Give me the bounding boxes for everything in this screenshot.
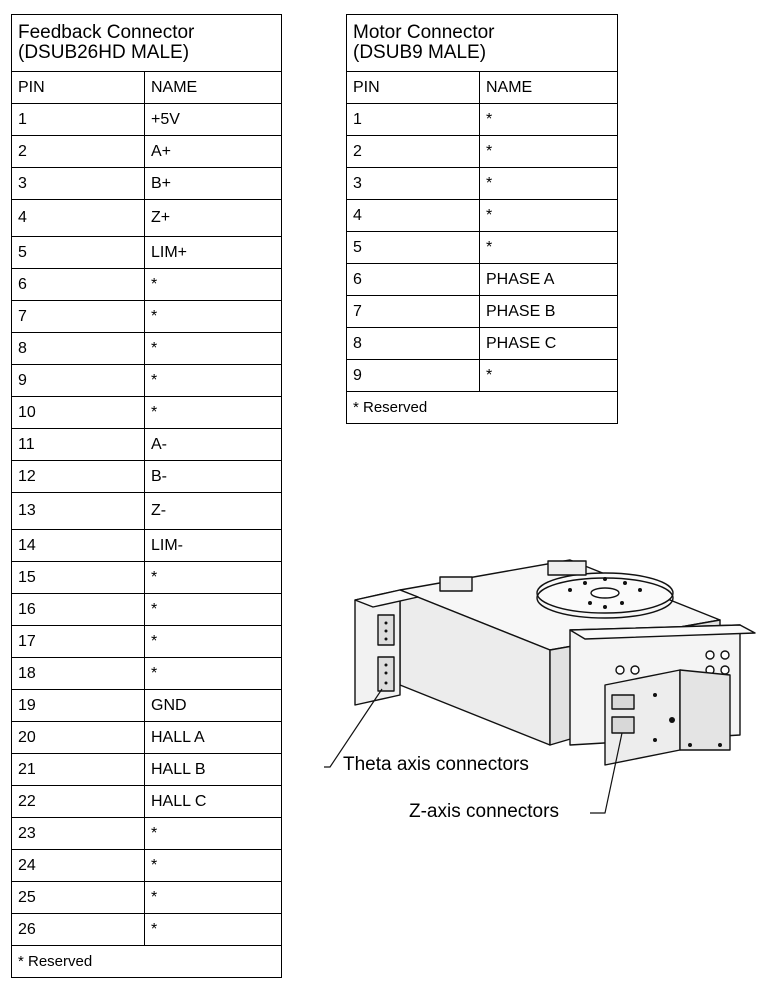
feedback-pin-cell: 23	[12, 818, 145, 850]
motor-name-cell: *	[480, 200, 618, 232]
z-motor-side	[680, 670, 730, 750]
feedback-row	[12, 530, 282, 562]
feedback-name-cell: *	[145, 301, 282, 333]
feedback-name-cell: *	[145, 658, 282, 690]
feedback-pin-cell: 4	[12, 200, 145, 237]
feedback-pin-cell: 21	[12, 754, 145, 786]
z-motor-connector	[612, 695, 634, 709]
motor-row	[347, 296, 618, 328]
motor-row	[347, 360, 618, 392]
feedback-row	[12, 690, 282, 722]
feedback-row	[12, 200, 282, 237]
feedback-name-cell: *	[145, 333, 282, 365]
z-axis-label: Z-axis connectors	[409, 801, 559, 822]
feedback-footnote: * Reserved	[12, 946, 282, 978]
feedback-row	[12, 269, 282, 301]
motor-table-title	[347, 15, 618, 72]
feedback-row	[12, 562, 282, 594]
feedback-name-cell: A-	[145, 429, 282, 461]
feedback-row	[12, 333, 282, 365]
positioning-stage-illustration	[300, 545, 760, 845]
feedback-name-cell: *	[145, 365, 282, 397]
feedback-pin-cell: 19	[12, 690, 145, 722]
motor-pin-cell: 2	[347, 136, 480, 168]
motor-name-cell: PHASE B	[480, 296, 618, 328]
feedback-row	[12, 850, 282, 882]
feedback-name-cell: HALL B	[145, 754, 282, 786]
feedback-connector-table	[11, 14, 282, 978]
feedback-pin-cell: 2	[12, 136, 145, 168]
feedback-pin-cell: 16	[12, 594, 145, 626]
feedback-row	[12, 914, 282, 946]
feedback-pin-cell: 8	[12, 333, 145, 365]
feedback-row	[12, 397, 282, 429]
feedback-row	[12, 136, 282, 168]
theta-axis-label: Theta axis connectors	[343, 754, 529, 775]
feedback-pin-cell: 9	[12, 365, 145, 397]
feedback-row	[12, 493, 282, 530]
feedback-pin-cell: 5	[12, 237, 145, 269]
feedback-row	[12, 104, 282, 136]
feedback-pin-cell: 17	[12, 626, 145, 658]
motor-connector-table	[346, 14, 618, 424]
feedback-row	[12, 461, 282, 493]
feedback-name-cell: *	[145, 626, 282, 658]
top-bracket-left	[440, 577, 472, 591]
motor-row	[347, 264, 618, 296]
motor-row	[347, 104, 618, 136]
motor-pin-cell: 9	[347, 360, 480, 392]
feedback-pin-cell: 26	[12, 914, 145, 946]
feedback-header-name: NAME	[145, 72, 282, 104]
feedback-row	[12, 786, 282, 818]
feedback-name-cell: *	[145, 397, 282, 429]
feedback-name-cell: *	[145, 850, 282, 882]
motor-name-cell: *	[480, 136, 618, 168]
feedback-row	[12, 754, 282, 786]
motor-name-cell: *	[480, 168, 618, 200]
feedback-name-cell: *	[145, 882, 282, 914]
feedback-row	[12, 882, 282, 914]
motor-title-line1: Motor Connector	[353, 22, 495, 43]
feedback-name-cell: B+	[145, 168, 282, 200]
feedback-row	[12, 237, 282, 269]
feedback-name-cell: LIM-	[145, 530, 282, 562]
feedback-pin-cell: 18	[12, 658, 145, 690]
feedback-name-cell: *	[145, 269, 282, 301]
feedback-name-cell: Z-	[145, 493, 282, 530]
z-feedback-connector	[612, 717, 634, 733]
motor-pin-cell: 5	[347, 232, 480, 264]
feedback-pin-cell: 25	[12, 882, 145, 914]
motor-title-line2: (DSUB9 MALE)	[353, 42, 487, 63]
feedback-title-line1: Feedback Connector	[18, 22, 195, 43]
motor-header-pin: PIN	[347, 72, 480, 104]
motor-pin-cell: 7	[347, 296, 480, 328]
feedback-row	[12, 658, 282, 690]
feedback-name-cell: LIM+	[145, 237, 282, 269]
feedback-name-cell: *	[145, 914, 282, 946]
feedback-name-cell: Z+	[145, 200, 282, 237]
feedback-row	[12, 168, 282, 200]
feedback-name-cell: *	[145, 562, 282, 594]
motor-pin-cell: 3	[347, 168, 480, 200]
feedback-pin-cell: 15	[12, 562, 145, 594]
feedback-pin-cell: 7	[12, 301, 145, 333]
feedback-name-cell: +5V	[145, 104, 282, 136]
motor-pin-cell: 1	[347, 104, 480, 136]
feedback-pin-cell: 3	[12, 168, 145, 200]
feedback-row	[12, 818, 282, 850]
feedback-name-cell: *	[145, 818, 282, 850]
motor-pin-cell: 6	[347, 264, 480, 296]
feedback-pin-cell: 13	[12, 493, 145, 530]
motor-name-cell: *	[480, 104, 618, 136]
motor-pin-cell: 8	[347, 328, 480, 360]
feedback-row	[12, 722, 282, 754]
motor-row	[347, 168, 618, 200]
feedback-row	[12, 626, 282, 658]
motor-name-cell: PHASE C	[480, 328, 618, 360]
feedback-name-cell: HALL C	[145, 786, 282, 818]
feedback-title-line2: (DSUB26HD MALE)	[18, 42, 190, 63]
feedback-row	[12, 594, 282, 626]
feedback-pin-cell: 1	[12, 104, 145, 136]
feedback-name-cell: *	[145, 594, 282, 626]
feedback-pin-cell: 12	[12, 461, 145, 493]
feedback-pin-cell: 24	[12, 850, 145, 882]
motor-footnote: * Reserved	[347, 392, 618, 424]
feedback-header-pin: PIN	[12, 72, 145, 104]
feedback-table-title	[12, 15, 282, 72]
feedback-pin-cell: 11	[12, 429, 145, 461]
motor-row	[347, 328, 618, 360]
motor-row	[347, 200, 618, 232]
feedback-name-cell: B-	[145, 461, 282, 493]
top-bracket-right	[548, 561, 586, 575]
feedback-name-cell: A+	[145, 136, 282, 168]
motor-name-cell: *	[480, 232, 618, 264]
feedback-pin-cell: 10	[12, 397, 145, 429]
feedback-pin-cell: 14	[12, 530, 145, 562]
motor-name-cell: PHASE A	[480, 264, 618, 296]
feedback-pin-cell: 6	[12, 269, 145, 301]
motor-row	[347, 232, 618, 264]
motor-header-name: NAME	[480, 72, 618, 104]
feedback-row	[12, 365, 282, 397]
feedback-row	[12, 301, 282, 333]
feedback-name-cell: GND	[145, 690, 282, 722]
rotary-table-center-hole	[591, 588, 619, 598]
feedback-row	[12, 429, 282, 461]
feedback-name-cell: HALL A	[145, 722, 282, 754]
feedback-pin-cell: 22	[12, 786, 145, 818]
motor-name-cell: *	[480, 360, 618, 392]
motor-pin-cell: 4	[347, 200, 480, 232]
motor-row	[347, 136, 618, 168]
feedback-pin-cell: 20	[12, 722, 145, 754]
